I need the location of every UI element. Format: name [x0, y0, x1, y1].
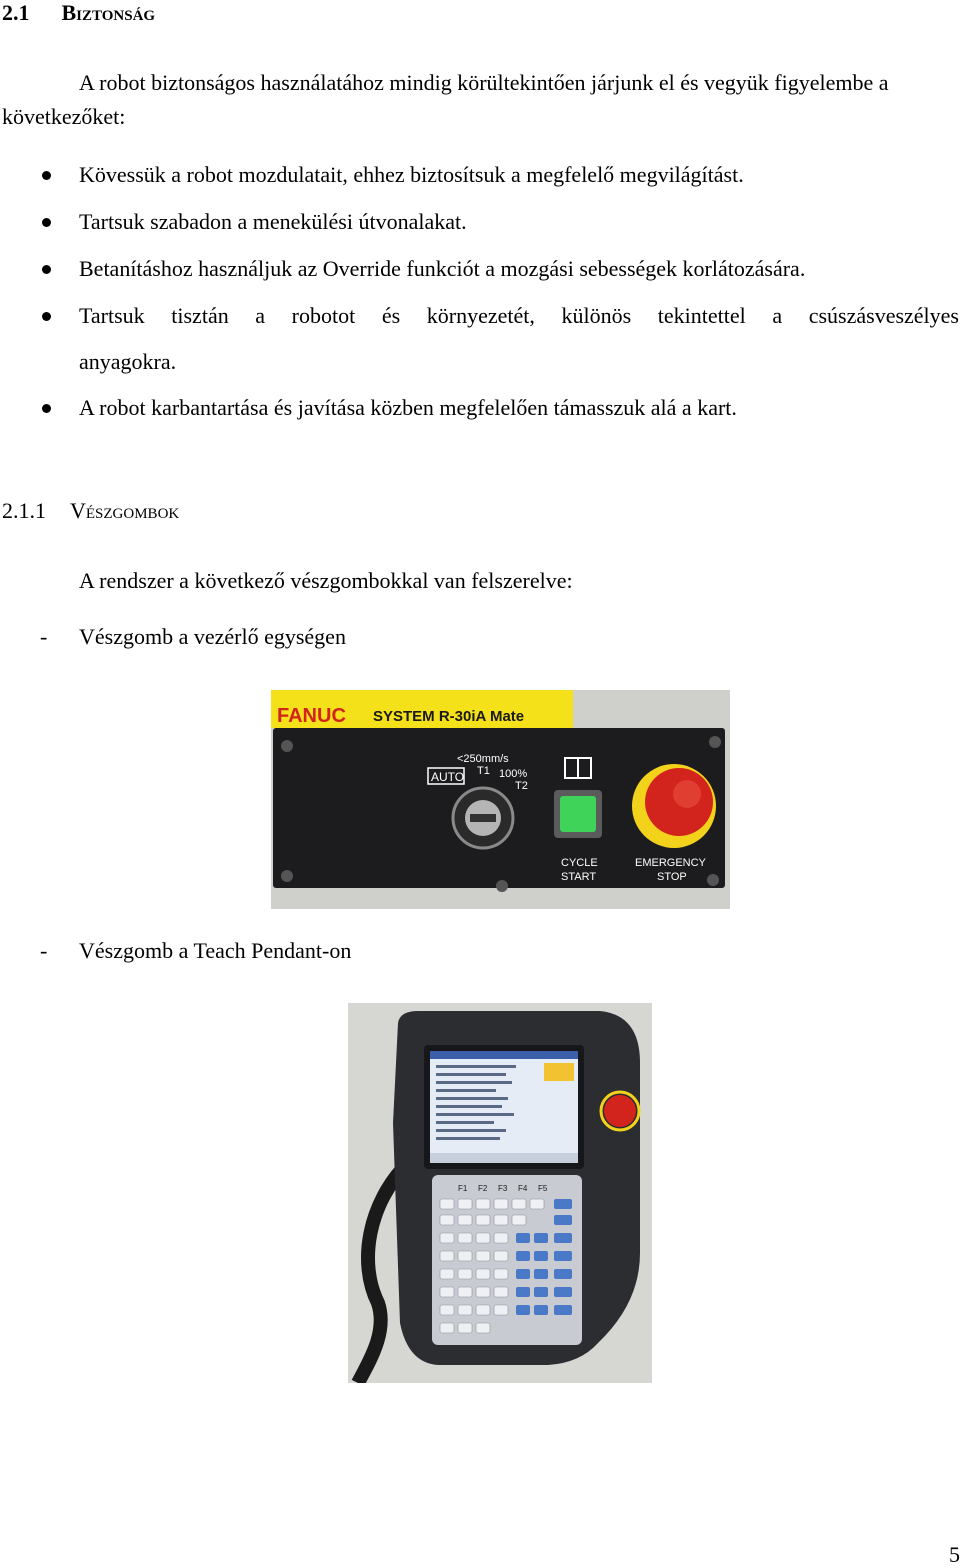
- bullet-item: A robot karbantartása és javítása közben megfelelően támasszuk alá a kart.: [79, 395, 737, 420]
- bullet-item-continuation: anyagokra.: [79, 349, 177, 374]
- bullet-icon: [42, 265, 51, 274]
- page-number: 5: [949, 1542, 960, 1567]
- key-slot: [470, 814, 496, 822]
- teach-pendant-photo: [348, 1003, 652, 1383]
- f1-key: F1: [458, 1184, 468, 1193]
- t1-label: T1: [477, 765, 490, 777]
- bullet-icon: [42, 218, 51, 227]
- bullet-icon: [42, 171, 51, 180]
- bullet-icon: [42, 312, 51, 321]
- section-heading: [2, 0, 155, 26]
- screw-icon: [281, 870, 293, 882]
- cycle-label: CYCLE: [561, 857, 598, 869]
- intro-paragraph: A robot biztonságos használatához mindig körültekintően járjunk el és vegyük figyelembe a következőket:: [2, 70, 889, 129]
- emergency-label: EMERGENCY: [635, 857, 706, 869]
- system-label: SYSTEM R-30iA Mate: [373, 708, 525, 725]
- bullet-item: Kövessük a robot mozdulatait, ehhez biztosítsuk a megfelelő megvilágítást.: [79, 162, 744, 187]
- section-number: 2.1: [2, 0, 30, 25]
- subsection-heading: [2, 498, 179, 524]
- subsection-intro: A rendszer a következő vészgombokkal van felszerelve:: [79, 568, 573, 593]
- screw-icon: [281, 740, 293, 752]
- speed-label: <250mm/s: [457, 753, 509, 765]
- dash-icon: -: [40, 938, 48, 963]
- auto-label: AUTO: [431, 770, 465, 784]
- subsection-number: 2.1.1: [2, 498, 46, 523]
- f2-key: F2: [478, 1184, 488, 1193]
- pct-label: 100%: [499, 768, 528, 780]
- f4-key: F4: [518, 1184, 528, 1193]
- f3-key: F3: [498, 1184, 508, 1193]
- dash-item: Vészgomb a Teach Pendant-on: [79, 938, 352, 963]
- fanuc-brand: FANUC: [277, 705, 346, 727]
- f5-key: F5: [538, 1184, 548, 1193]
- teach-pendant-illustration: [348, 1003, 652, 1383]
- start-label: START: [561, 871, 597, 883]
- bullet-item: Betanításhoz használjuk az Override funkciót a mozgási sebességek korlátozására.: [79, 256, 806, 281]
- screw-icon: [707, 874, 719, 886]
- stop-label: STOP: [657, 871, 687, 883]
- cycle-start-button: [560, 796, 596, 832]
- controller-panel-photo: [271, 690, 730, 909]
- bullet-icon: [42, 404, 51, 413]
- controller-panel-illustration: [271, 690, 730, 909]
- dash-icon: -: [40, 624, 48, 649]
- t2-label: T2: [515, 780, 528, 792]
- bullet-item: Tartsuk szabadon a menekülési útvonalakat.: [79, 209, 467, 234]
- screw-icon: [709, 736, 721, 748]
- section-title: Biztonság: [61, 0, 156, 25]
- bullet-item: Tartsuk tisztán a robotot és környezetét, különös tekintettel a csúszásveszélyes: [79, 303, 959, 328]
- dash-item: Vészgomb a vezérlő egységen: [79, 624, 346, 649]
- pendant-emergency-stop-icon: [604, 1095, 636, 1127]
- subsection-title: Vészgombok: [70, 498, 180, 523]
- screw-icon: [496, 880, 508, 892]
